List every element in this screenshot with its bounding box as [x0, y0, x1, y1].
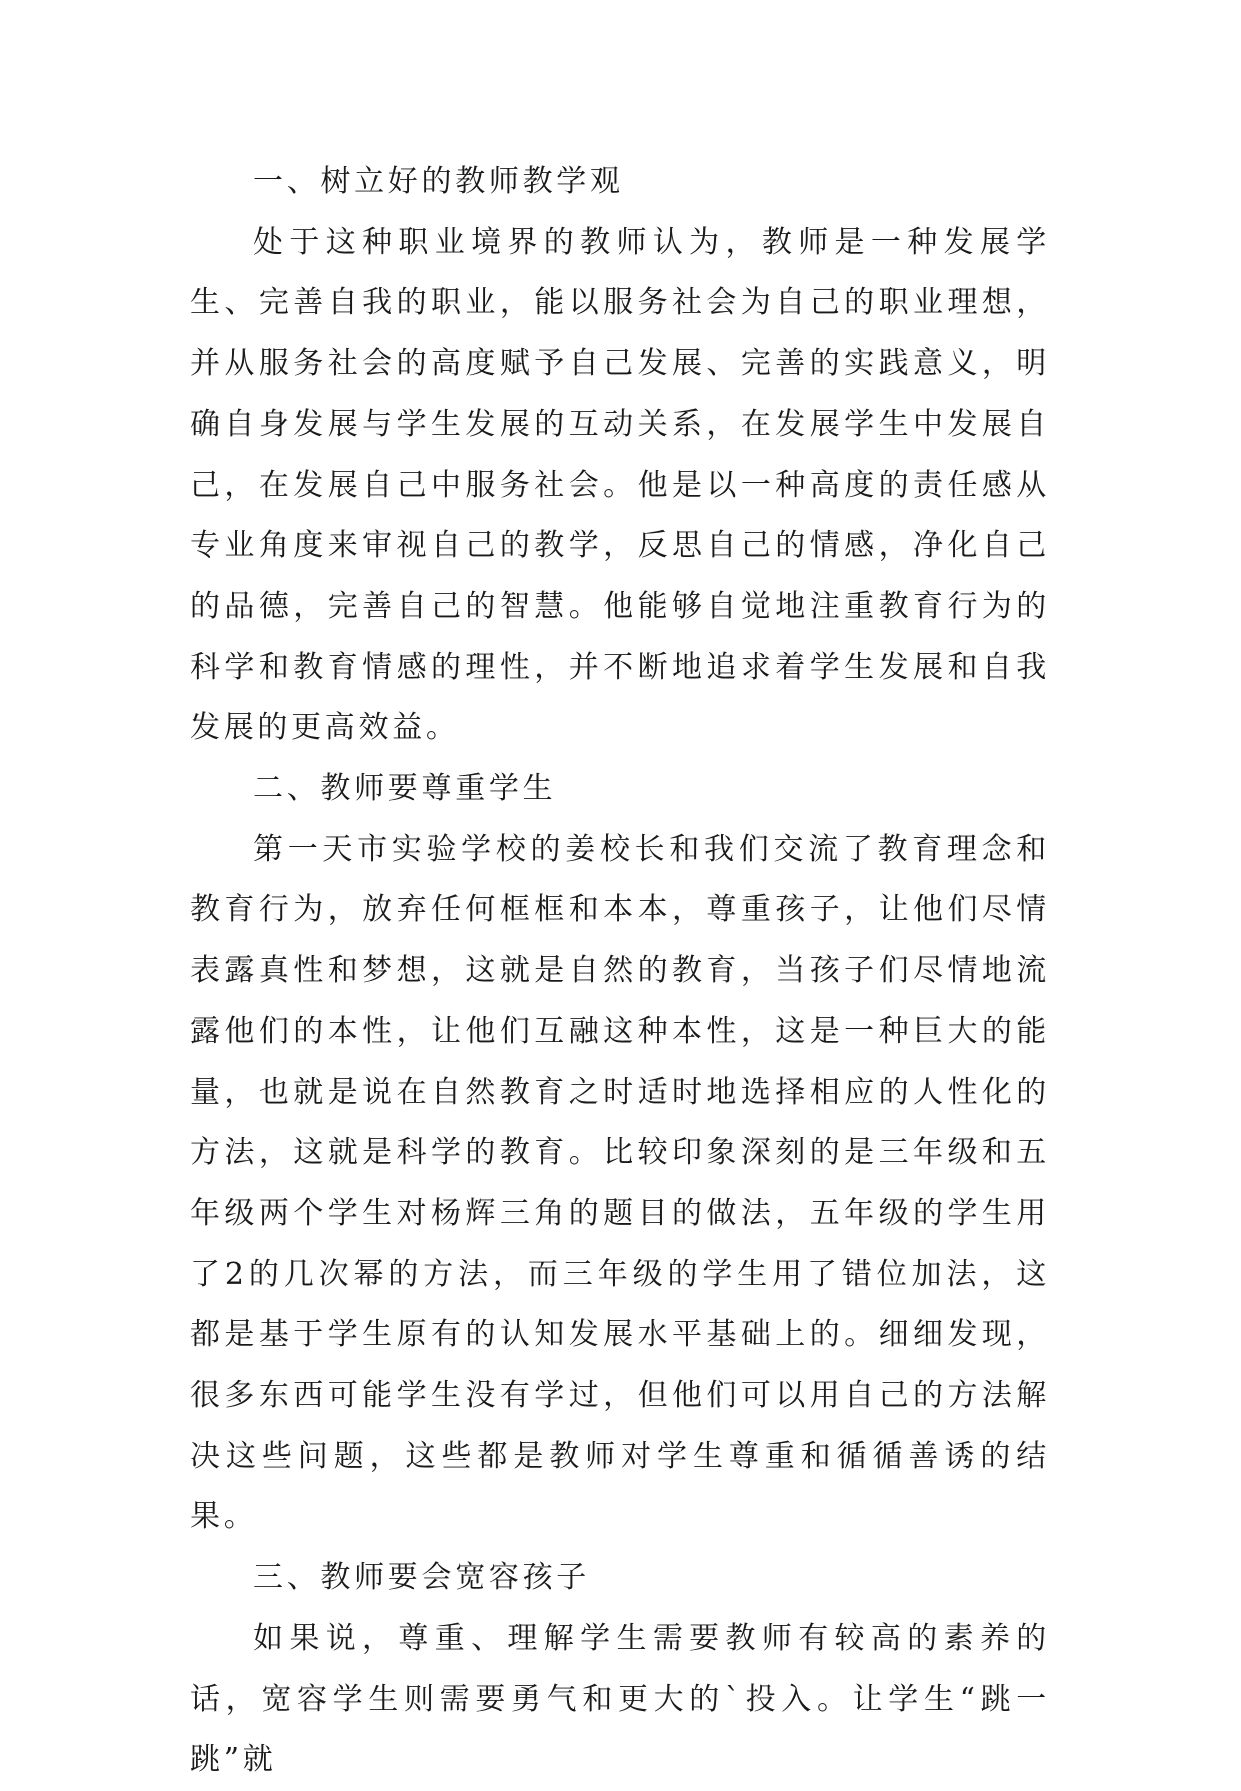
section-heading-2: 二、教师要尊重学生	[253, 771, 557, 807]
section-heading-3: 三、教师要会宽容孩子	[253, 1560, 590, 1596]
paragraph-3: 如果说，尊重、理解学生需要教师有较高的素养的话，宽容学生则需要勇气和更大的`投入。让学生“跳一跳”就	[190, 1620, 1050, 1778]
paragraph-1: 处于这种职业境界的教师认为，教师是一种发展学生、完善自我的职业，能以服务社会为自己的职业理想，并从服务社会的高度赋予自己发展、完善的实践意义，明确自身发展与学生发展的互动关系，在发展学生中发展自己，在发展自己中服务社会。他是以一种高度的责任感从专业角度来审视自己的教学，反思自己的情感，净化自己的品德，完善自己的智慧。他能够自觉地注重教育行为的科学和教育情感的理性，并不断地追求着学生发展和自我发展的更高效益。	[190, 224, 1050, 746]
section-heading-1: 一、树立好的教师教学观	[253, 164, 624, 199]
document-body	[190, 152, 1050, 1791]
paragraph-2: 第一天市实验学校的姜校长和我们交流了教育理念和教育行为，放弃任何框框和本本，尊重孩子，让他们尽情表露真性和梦想，这就是自然的教育，当孩子们尽情地流露他们的本性，让他们互融这种本性，这是一种巨大的能量，也就是说在自然教育之时适时地选择相应的人性化的方法，这就是科学的教育。比较印象深刻的是三年级和五年级两个学生对杨辉三角的题目的做法，五年级的学生用了2的几次幂的方法，而三年级的学生用了错位加法，这都是基于学生原有的认知发展水平基础上的。细细发现，很多东西可能学生没有学过，但他们可以用自己的方法解决这些问题，这些都是教师对学生尊重和循循善诱的结果。	[190, 831, 1050, 1535]
